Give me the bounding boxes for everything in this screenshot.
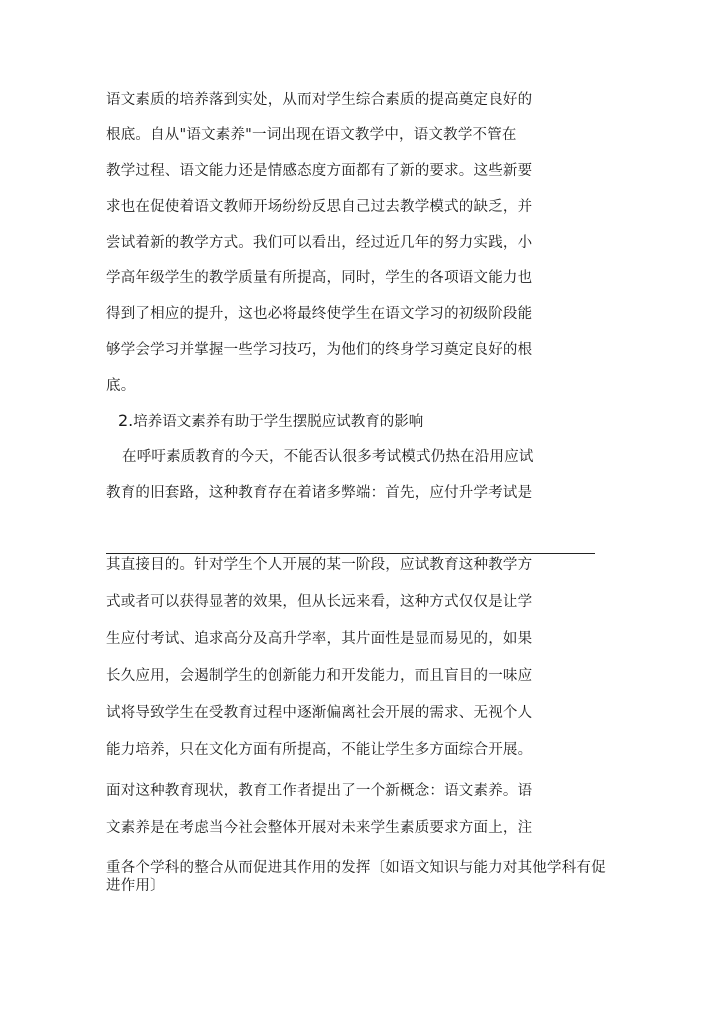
paragraph2-line-12: 进作用〕 — [106, 878, 165, 894]
paragraph1-line-7: 得到了相应的提升，这也必将最终使学生在语文学习的初级阶段能 — [106, 306, 533, 322]
paragraph1-line-5: 尝试着新的教学方式。我们可以看出，经过近几年的努力实践，小 — [106, 235, 533, 251]
paragraph2-line-10: 文素养是在考虑当今社会整体开展对未来学生素质要求方面上，注 — [106, 820, 533, 836]
horizontal-rule — [106, 553, 595, 554]
paragraph2-line-1: 在呼吁素质教育的今天，不能否认很多考试模式仍热在沿用应试 — [122, 449, 534, 465]
paragraph2-line-8: 能力培养，只在文化方面有所提高，不能让学生多方面综合开展。 — [106, 742, 533, 758]
paragraph2-line-2: 教育的旧套路，这种教育存在着诸多弊端：首先，应付升学考试是 — [106, 485, 533, 501]
paragraph1-line-3: 教学过程、语文能力还是情感态度方面都有了新的要求。这些新要 — [106, 163, 533, 179]
paragraph1-line-8: 够学会学习并掌握一些学习技巧，为他们的终身学习奠定良好的根 — [106, 342, 533, 358]
paragraph2-line-5: 生应付考试、追求高分及高升学率，其片面性是显而易见的，如果 — [106, 631, 533, 647]
section-title: 培养语文素养有助于学生摆脱应试教育的影响 — [133, 414, 424, 430]
paragraph1-line-6: 学高年级学生的教学质量有所提高，同时，学生的各项语文能力也 — [106, 270, 533, 286]
section-heading — [118, 412, 423, 431]
paragraph2-line-4: 式或者可以获得显著的效果，但从长远来看，这种方式仅仅是让学 — [106, 594, 533, 610]
paragraph2-line-7: 试将导致学生在受教育过程中逐渐偏离社会开展的需求、无视个人 — [106, 705, 533, 721]
paragraph2-line-11: 重各个学科的整合从而促进其作用的发挥〔如语文知识与能力对其他学科有促 — [106, 860, 606, 876]
paragraph1-line-1: 语文素质的培养落到实处，从而对学生综合素质的提高奠定良好的 — [106, 92, 533, 108]
paragraph1-line-9: 底。 — [106, 378, 136, 394]
section-number: 2. — [118, 411, 134, 430]
paragraph1-line-2: 根底。自从"语文素养"一词出现在语文教学中，语文教学不管在 — [106, 127, 517, 143]
paragraph2-line-3: 其直接目的。针对学生个人开展的某一阶段，应试教育这种教学方 — [106, 557, 533, 573]
paragraph2-line-9: 面对这种教育现状，教育工作者提出了一个新概念：语文素养。语 — [106, 783, 533, 799]
paragraph1-line-4: 求也在促使着语文教师开场纷纷反思自己过去教学模式的缺乏，并 — [106, 199, 533, 215]
paragraph2-line-6: 长久应用，会遏制学生的创新能力和开发能力，而且盲目的一味应 — [106, 668, 533, 684]
